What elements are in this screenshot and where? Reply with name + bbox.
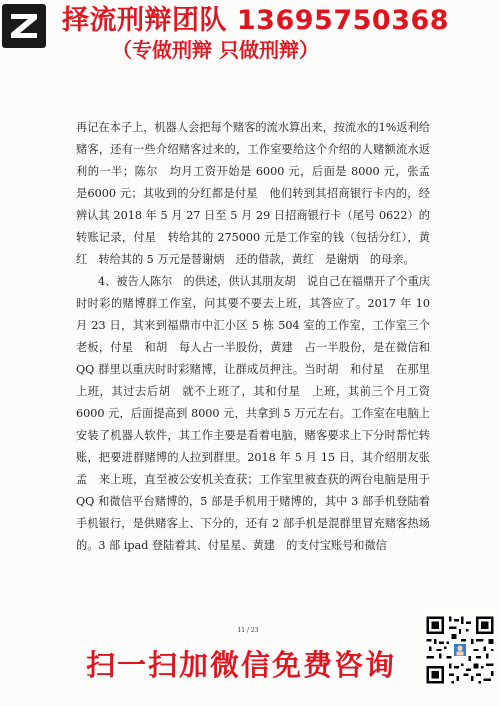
banner-subtitle: （专做刑辩 只做刑辩） — [112, 38, 319, 62]
paragraph-1: 再记在本子上，机器人会把每个赌客的流水算出来，按流水的1%返利给赌客，还有一些介绍赌客过来的，工作室要给这个介绍的人赌额流水返利的一半；陈尔 均月工资开始是 6000 元，后面是 8000 元，张孟 是6000 元；其收到的分红都是付星 他们转到其招商银行卡内的，经辨认其 2018 年 5 月 27 日至 5 月 29 日招商银行卡（尾号 0622）的转账记录，付星 转给其的 275000 元是工作室的钱（包括分红），黄红 转给其的 5 万元是替谢炳 还的借款，黄红 是谢炳 的母亲。 — [76, 121, 442, 266]
page-number: 11 / 23 — [237, 627, 259, 634]
paragraph-2: 4、被告人陈尔 的供述，供认其朋友胡 说自己在福鼎开了个重庆时时彩的赌博群工作室，问其要不要去上班，其答应了。2017 年 10 月 23 日，其来到福鼎市中汇小区 5 栋 504 室的工作室，工作室三个老板，付星 和胡 每人占一半股份，黄建 占一半股份，是在微信和 QQ 群里以重庆时时彩赌博，让群成员押注。当时胡 和付星 在那里上班，其过去后胡 就不上班了，其和付星 上班，其前三个月工资 6000 元，后面提高到 8000 元，共拿到 5 万元左右。工作室在电脑上安装了机器人软件，其工作主要是看着电脑，赌客要求上下分时帮忙转账，把要进群赌博的人拉到群里。2018 年 5 月 15 日，其介绍朋友张孟 来上班，直至被公安机关查获；工作室里被查获的两台电脑是用于 QQ 和微信平台赌博的，5 部是手机用于赌博的，其中 3 部手机登陆着手机银行，是供赌客上、下分的，还有 2 部手机是混群里冒充赌客热场的。3 部 ipad 登陆着其、付星星、黄建 的支付宝账号和微信 — [76, 275, 430, 552]
z-logo-icon — [2, 4, 46, 48]
body-text — [76, 117, 442, 557]
qr-code-icon[interactable] — [424, 614, 496, 686]
banner-title: 择流刑辩团队 13695750368 — [62, 5, 450, 36]
footer-cta: 扫一扫加微信免费咨询 — [86, 648, 397, 682]
